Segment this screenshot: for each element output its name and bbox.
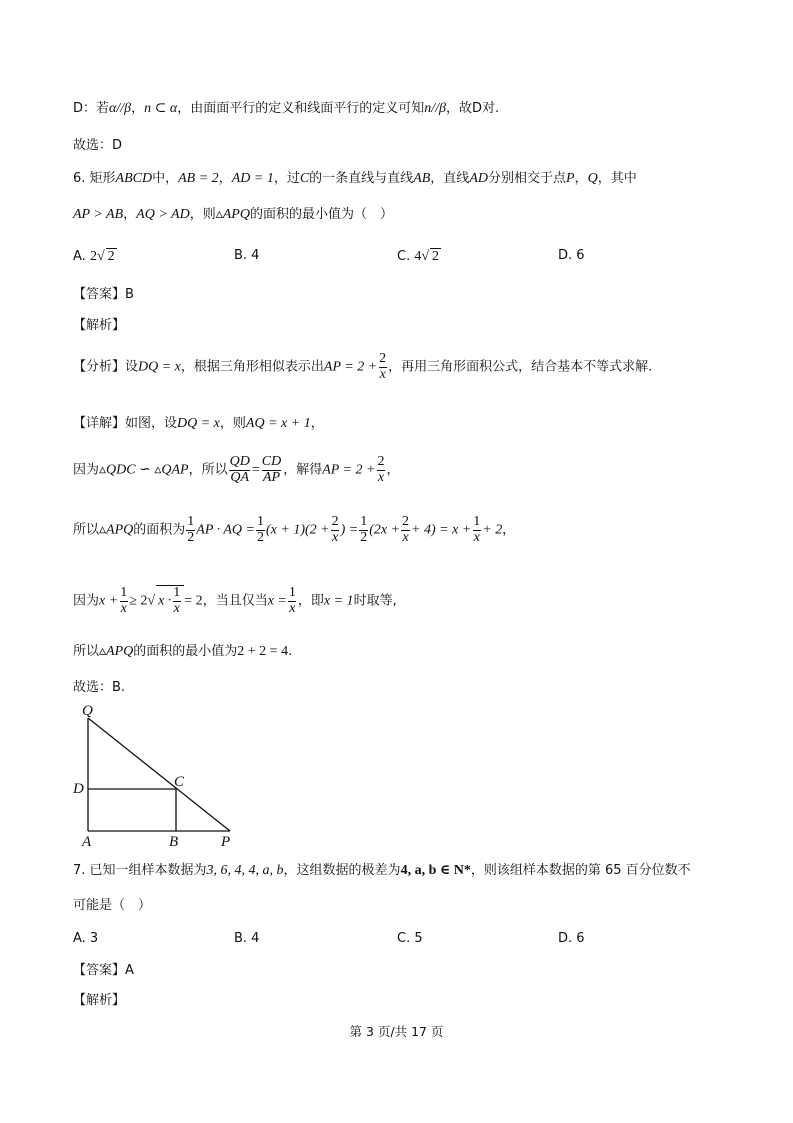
- q6-option-a: A. 2√ 2: [73, 249, 115, 264]
- text: ，则: [219, 416, 246, 431]
- q6-option-d: D. 6: [558, 248, 585, 263]
- math: 2: [432, 249, 440, 264]
- text: 6. 矩形: [73, 171, 116, 186]
- frac-den: x: [402, 529, 409, 545]
- frac-num: QD: [229, 454, 250, 469]
- q6-line2: [73, 206, 393, 224]
- text: 所以: [73, 644, 100, 659]
- analysis-label: 【解析】: [73, 318, 126, 333]
- analysis7-label: 【解析】: [73, 993, 126, 1008]
- xiangjie-line: [73, 415, 324, 433]
- page-footer: 第 3 页/共 17 页: [349, 1024, 444, 1039]
- text: 因为: [73, 593, 100, 609]
- ineq-line: 因为x + $\frac{1}{x}$ ≥ 2√ x · $\frac{1}{x}$ = 2，当且仅当x = $\frac{1}{x}$ ，即x = 1时取等,: [73, 585, 397, 616]
- text: ，即: [297, 593, 324, 609]
- math: AD: [469, 171, 488, 186]
- frac-num: 1: [360, 514, 368, 529]
- math: n ⊂ α: [144, 101, 178, 116]
- math: Q: [587, 171, 598, 186]
- math: ABCD: [115, 171, 153, 186]
- q7-option-a: A. 3: [73, 931, 99, 946]
- line-q-p: [88, 718, 230, 831]
- frac-den: x: [120, 600, 127, 616]
- frac-num: 1: [473, 514, 481, 529]
- frac-den: QA: [230, 469, 250, 485]
- frac-num: 2: [379, 351, 387, 366]
- math: n//β: [424, 101, 447, 116]
- frac-num: 1: [288, 585, 296, 600]
- math: 4, a, b ∈ N*: [400, 863, 471, 878]
- q7-option-d: D. 6: [558, 931, 585, 946]
- frac-den: 2: [257, 529, 264, 545]
- math: = 2: [184, 593, 203, 609]
- q6-option-c: C. 4√ 2: [397, 249, 440, 264]
- math: x = 1: [323, 593, 354, 609]
- text: ，则: [189, 207, 216, 222]
- q6-option-b: B. 4: [234, 248, 260, 263]
- label-b: B: [169, 834, 179, 850]
- math: AP > AB: [73, 207, 124, 222]
- text: ，由面面平行的定义和线面平行的定义可知: [177, 101, 425, 116]
- math: (2x +: [369, 522, 401, 538]
- label-q: Q: [82, 703, 93, 719]
- choose-b: 故选：B.: [73, 680, 126, 695]
- math: x ·: [158, 593, 172, 609]
- text: ，其中: [597, 171, 637, 186]
- text: 分别相交于点: [487, 171, 566, 186]
- math: + 2: [482, 522, 503, 538]
- math: (x + 1): [266, 522, 305, 538]
- text: ，再用三角形面积公式，结合基本不等式求解.: [388, 359, 653, 375]
- math: ≥ 2: [129, 593, 148, 609]
- similar-line: [73, 455, 399, 485]
- text: 所以: [73, 522, 100, 538]
- math: 2: [89, 249, 97, 264]
- math: 3, 6, 4, 4, a, b: [206, 863, 284, 878]
- frac-den: x: [377, 469, 385, 485]
- d-conclusion-line: [73, 100, 499, 118]
- geometry-figure: [70, 700, 240, 850]
- text: ，: [386, 462, 400, 478]
- text: ，根据三角形相似表示出: [180, 359, 324, 375]
- text: ，解得: [283, 462, 323, 478]
- frac-num: 1: [187, 514, 195, 529]
- text: 的面积的最小值为（ ）: [249, 207, 393, 222]
- math: ▵APQ: [99, 644, 134, 659]
- math: ▵APQ: [99, 522, 134, 538]
- frac-den: x: [173, 600, 180, 616]
- text: ，: [574, 171, 588, 186]
- math: 2: [107, 249, 115, 264]
- text: ，则该组样本数据的第 65 百分位数不: [470, 863, 691, 878]
- frac-den: x: [332, 529, 339, 545]
- q7-option-c: C. 5: [397, 931, 423, 946]
- math: x =: [267, 593, 287, 609]
- math: AP · AQ =: [196, 522, 255, 538]
- math: ▵QDC ∽ ▵QAP: [99, 462, 189, 478]
- frac-den: x: [379, 366, 386, 382]
- frac-num: CD: [261, 454, 282, 469]
- math: DQ = x: [138, 359, 181, 375]
- text: .: [288, 644, 293, 659]
- fenxi-line: [73, 352, 652, 382]
- math: AP = 2 +: [323, 359, 378, 375]
- math: AD = 1: [231, 171, 274, 186]
- math: AQ > AD: [136, 207, 190, 222]
- q7-option-b: B. 4: [234, 931, 260, 946]
- frac-num: 1: [173, 585, 181, 600]
- text: 时取等,: [353, 593, 397, 609]
- text: ，直线: [430, 171, 470, 186]
- math: C: [299, 171, 310, 186]
- text: ，: [131, 101, 145, 116]
- text: 【详解】如图，设: [73, 416, 178, 431]
- math: AQ = x + 1: [245, 416, 311, 431]
- math: P: [566, 171, 575, 186]
- q7-line1: [73, 862, 691, 880]
- math: x +: [99, 593, 119, 609]
- text: ，故D对.: [446, 101, 500, 116]
- label-c: C: [174, 774, 185, 790]
- frac-num: 1: [257, 514, 264, 529]
- text: ，: [502, 522, 516, 538]
- text: 的面积的最小值为: [133, 644, 238, 659]
- math: AB: [413, 171, 431, 186]
- text: ，所以: [188, 462, 228, 478]
- text: ，: [123, 207, 137, 222]
- area-line: [73, 515, 515, 545]
- frac-den: 2: [187, 529, 195, 545]
- frac-num: 2: [377, 454, 385, 469]
- label-p: P: [221, 834, 231, 850]
- text: ，: [310, 416, 324, 431]
- text: 因为: [73, 462, 100, 478]
- text: ，当且仅当: [202, 593, 268, 609]
- math: =: [251, 462, 260, 478]
- frac-num: 1: [120, 585, 128, 600]
- text: 【分析】设: [73, 359, 139, 375]
- math: AP = 2 +: [322, 462, 376, 478]
- text: 7. 已知一组样本数据为: [73, 863, 207, 878]
- text: ，这组数据的极差为: [283, 863, 401, 878]
- q6-line1: [73, 170, 637, 188]
- label-d: D: [73, 781, 84, 797]
- math: ▵APQ: [215, 207, 250, 222]
- choose-d: 故选：D: [73, 138, 123, 153]
- math: (2 +: [305, 522, 330, 538]
- text: D：若: [73, 101, 110, 116]
- frac-den: AP: [262, 469, 281, 485]
- math: + 4) = x +: [411, 522, 472, 538]
- math: α//β: [109, 101, 132, 116]
- math: DQ = x: [177, 416, 220, 431]
- text: 的一条直线与直线: [309, 171, 414, 186]
- text: ，过: [273, 171, 300, 186]
- text: C.: [397, 249, 411, 264]
- frac-num: 2: [402, 514, 410, 529]
- math: 2 + 2 = 4: [237, 644, 289, 659]
- text: 的面积为: [133, 522, 186, 538]
- text: 中，: [152, 171, 179, 186]
- math: AB = 2: [178, 171, 219, 186]
- frac-den: 2: [360, 529, 368, 545]
- q7-line2: 可能是（ ）: [73, 898, 152, 913]
- frac-num: 2: [331, 514, 339, 529]
- label-a: A: [82, 834, 92, 850]
- math: 4: [414, 249, 422, 264]
- math: ) =: [340, 522, 359, 538]
- answer7-label: 【答案】A: [73, 963, 134, 978]
- frac-den: x: [289, 600, 296, 616]
- text: A.: [73, 249, 86, 264]
- frac-den: x: [473, 529, 480, 545]
- answer-label: 【答案】B: [73, 287, 134, 302]
- minval-line: [73, 643, 292, 661]
- text: ，: [218, 171, 232, 186]
